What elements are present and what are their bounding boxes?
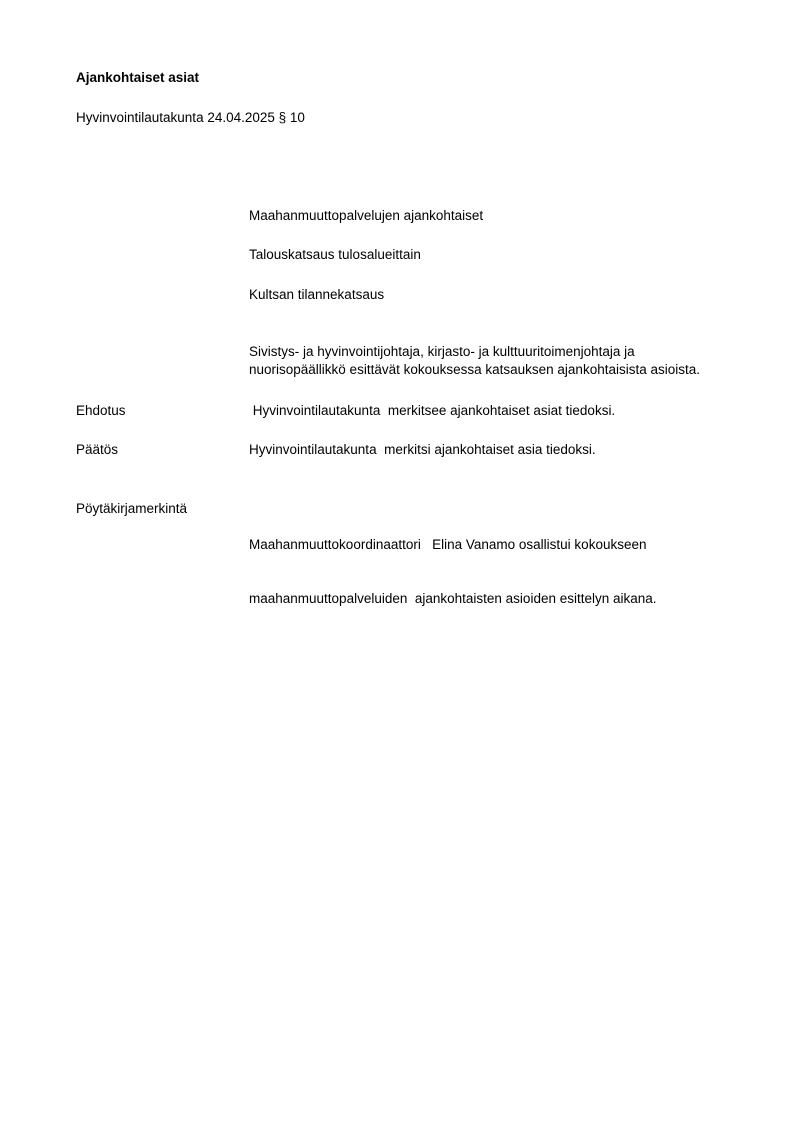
description-paragraph [249, 343, 749, 379]
minutes-note-text [249, 500, 749, 644]
minutes-note-line: maahanmuuttopalveluiden ajankohtaisten asioiden esittelyn aikana. [249, 591, 657, 606]
decision-label: Päätös [76, 442, 119, 457]
decision-text: Hyvinvointilautakunta merkitsi ajankohtaiset asia tiedoksi. [249, 442, 596, 457]
meeting-reference: Hyvinvointilautakunta 24.04.2025 § 10 [76, 110, 305, 125]
topic-item-kultsa-status: Kultsan tilannekatsaus [249, 287, 385, 302]
document-title: Ajankohtaiset asiat [76, 70, 200, 85]
minutes-note-label: Pöytäkirjamerkintä [76, 501, 188, 516]
proposal-label: Ehdotus [76, 403, 126, 418]
description-line: Sivistys- ja hyvinvointijohtaja, kirjasto- ja kulttuuritoimenjohtaja ja [249, 344, 635, 359]
description-line: nuorisopäällikkö esittävät kokouksessa katsauksen ajankohtaisista asioista. [249, 362, 700, 377]
topic-item-financial-review: Talouskatsaus tulosalueittain [249, 247, 421, 262]
topic-item-immigration-services: Maahanmuuttopalvelujen ajankohtaiset [249, 208, 484, 223]
proposal-text: Hyvinvointilautakunta merkitsee ajankohtaiset asiat tiedoksi. [249, 403, 616, 418]
minutes-note-line: Maahanmuuttokoordinaattori Elina Vanamo osallistui kokoukseen [249, 537, 647, 552]
